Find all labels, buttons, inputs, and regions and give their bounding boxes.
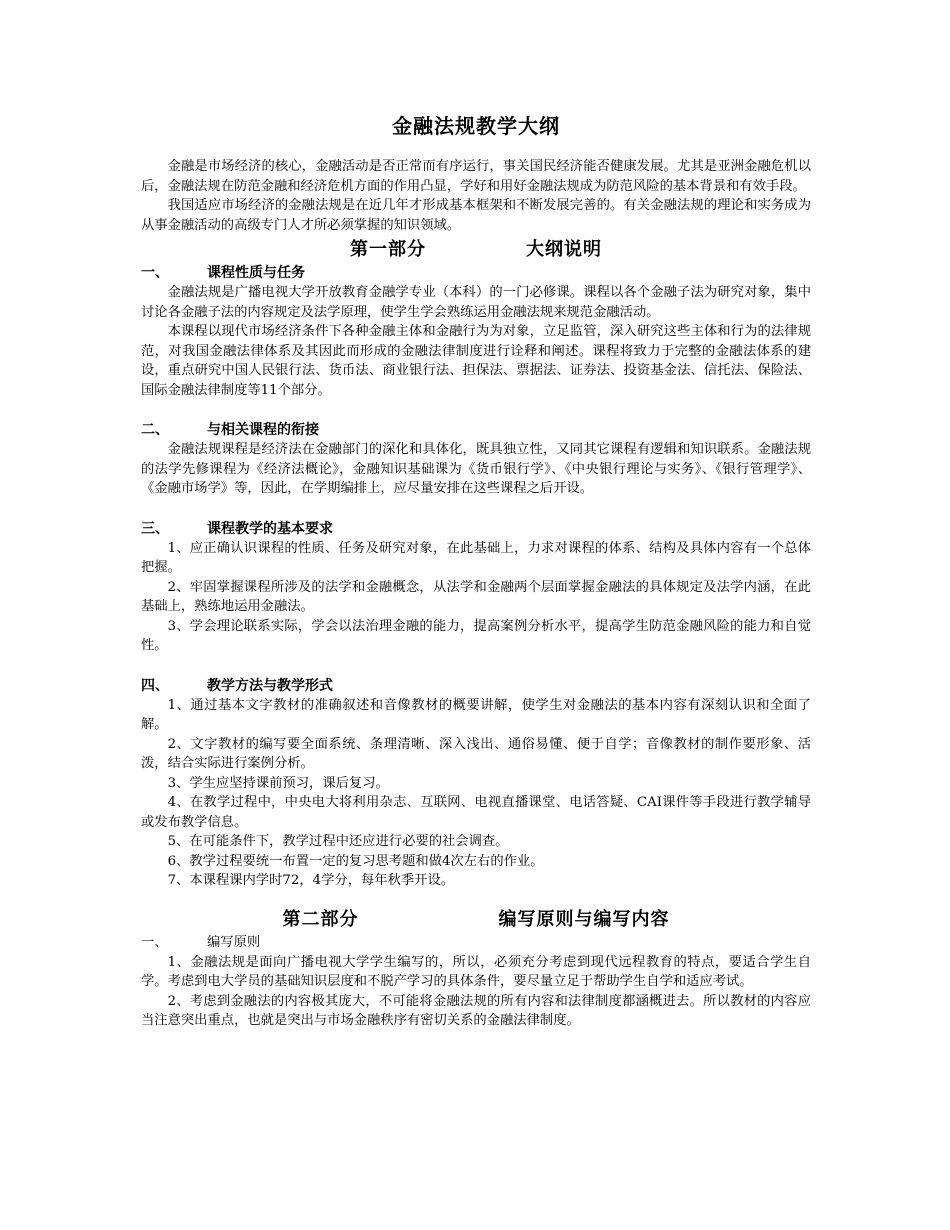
part-title: 编写原则与编写内容 [498,908,670,930]
part-heading [141,237,811,263]
section-number: 二、 [141,422,169,438]
spacer [141,400,811,420]
document-page [141,110,811,1031]
section-paragraph: 金融法规课程是经济法在金融部门的深化和具体化，既具独立性，又同其它课程有逻辑和知识联系。金融法规的法学先修课程为《经济法概论》，金融知识基础课为《货币银行学》、《中央银行理论与实务》、《银行管理学》、《金融市场学》等，因此，在学期编排上，应尽量安排在这些课程之后开设。 [141,442,811,496]
section-title: 课程教学的基本要求 [207,520,333,537]
section-paragraph: 1、金融法规是面向广播电视大学学生编写的，所以，必须充分考虑到现代远程教育的特点，要适合学生自学。考虑到电大学员的基础知识层度和不脱产学习的具体条件，要尽量立足于帮助学生自学和适应考试。 [141,954,811,989]
section-paragraph: 2、考虑到金融法的内容极其庞大，不可能将金融法规的所有内容和法律制度都涵概进去。所以教材的内容应当注意突出重点，也就是突出与市场金融秩序有密切关系的金融法律制度。 [141,993,811,1028]
section-heading [141,263,811,283]
section-paragraph: 5、在可能条件下，教学过程中还应进行必要的社会调查。 [167,834,509,849]
section-paragraph: 7、本课程课内学时72，4学分，每年秋季开设。 [167,873,455,888]
section-paragraph: 本课程以现代市场经济条件下各种金融主体和金融行为为对象，立足监管，深入研究这些主体和行为的法律规范，对我国金融法律体系及其因此而形成的金融法律制度进行诠释和阐述。课程将致力于完整的金融法体系的建设，重点研究中国人民银行法、货币法、商业银行法、担保法、票据法、证券法、投资基金法、信托法、保险法、国际金融法律制度等11个部分。 [141,324,811,398]
document-title: 金融法规教学大纲 [392,114,560,138]
section-paragraph: 4、在教学过程中，中央电大将利用杂志、互联网、电视直播课堂、电话答疑、CAI课件等手段进行教学辅导或发布教学信息。 [141,795,811,830]
section-heading [141,519,811,539]
part-title: 大纲说明 [526,239,602,260]
section-paragraph: 2、文字教材的编写要全面系统、条理清晰、深入浅出、通俗易懂、便于自学；音像教材的制作要形象、活泼，结合实际进行案例分析。 [141,736,811,771]
section-heading [141,933,811,953]
section-paragraph: 1、通过基本文字教材的准确叙述和音像教材的概要讲解，使学生对金融法的基本内容有深刻认识和全面了解。 [141,697,811,732]
section-number: 一、 [141,934,168,950]
section-paragraph: 金融法规是广播电视大学开放教育金融学专业（本科）的一门必修课。课程以各个金融子法为研究对象，集中讨论各金融子法的内容规定及法学原理，使学生学会熟练运用金融法规来规范金融活动。 [141,285,811,320]
part-heading [141,907,811,933]
section-paragraph: 3、学生应坚持课前预习，课后复习。 [167,775,389,791]
section-paragraph: 6、教学过程要统一布置一定的复习思考题和做4次左右的作业。 [167,853,544,869]
spacer [141,499,811,519]
part-label: 第二部分 [282,908,359,930]
part-label: 第一部分 [350,239,426,260]
section-title: 教学方法与教学形式 [207,677,333,694]
section-title: 课程性质与任务 [207,265,305,281]
intro-paragraph: 我国适应市场经济的金融法规是在近几年才形成基本框架和不断发展完善的。有关金融法规的理论和实务成为从事金融活动的高级专门人才所必须掌握的知识领域。 [141,198,811,233]
spacer [141,656,811,676]
section-number: 三、 [141,520,169,537]
section-title: 与相关课程的衔接 [207,422,319,438]
intro-paragraph: 金融是市场经济的核心，金融活动是否正常而有序运行，事关国民经济能否健康发展。尤其是亚洲金融危机以后，金融法规在防范金融和经济危机方面的作用凸显，学好和用好金融法规成为防范风险的基本背景和有效手段。 [141,159,811,194]
section-number: 一、 [141,265,169,281]
section-paragraph: 1、应正确认识课程的性质、任务及研究对象，在此基础上，力求对课程的体系、结构及具体内容有一个总体把握。 [141,540,811,575]
section-title: 编写原则 [207,934,261,950]
section-paragraph: 3、学会理论联系实际，学会以法治理金融的能力，提高案例分析水平，提高学生防范金融风险的能力和自觉性。 [141,618,811,653]
section-heading [141,420,811,440]
section-paragraph: 2、牢固掌握课程所涉及的法学和金融概念，从法学和金融两个层面掌握金融法的具体规定及法学内涵，在此基础上，熟练地运用金融法。 [141,579,811,614]
section-heading [141,676,811,696]
section-number: 四、 [141,677,169,694]
